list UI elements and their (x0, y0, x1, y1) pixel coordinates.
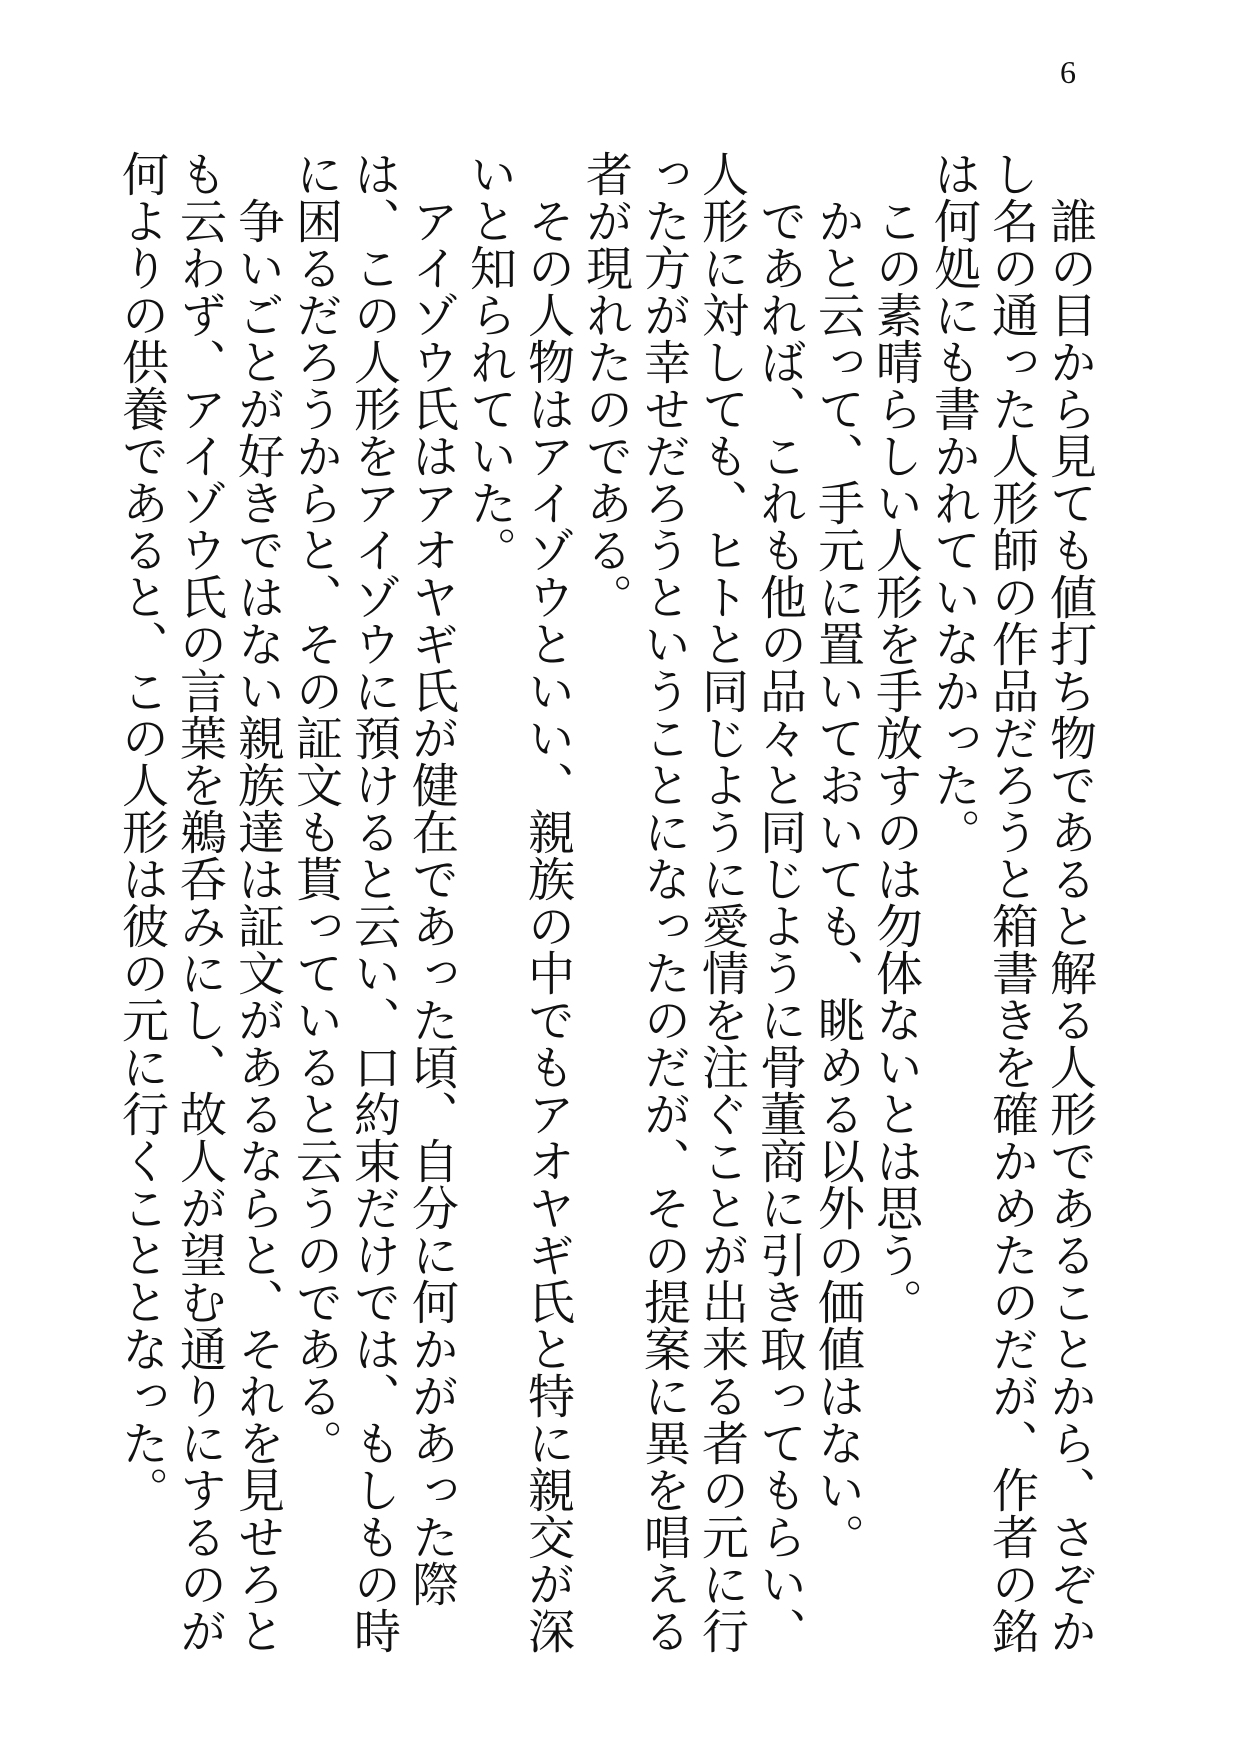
page-number: 6 (1060, 54, 1076, 90)
paragraph: であれば、これも他の品々と同じように骨董商に引き取ってもらい、人形に対しても、ヒトと同じように愛情を注ぐことが出来る者の元に行った方が幸せだろうということになったのだが、その提案に異を唱える者が現れたのである。 (578, 150, 807, 1654)
paragraph: その人物はアイゾウといい、親族の中でもアオヤギ氏と特に親交が深いと知られていた。 (462, 150, 575, 1654)
paragraph: 争いごとが好きではない親族達は証文があるならと、それを見せろとも云わず、アイゾウ氏の言葉を鵜呑みにし、故人が望む通りにするのが何よりの供養であると、この人形は彼の元に行くこととなった。 (114, 150, 285, 1654)
paragraph: かと云って、手元に置いておいても、眺める以外の価値はない。 (810, 150, 865, 1560)
paragraph: 誰の目から見ても値打ち物であると解る人形であることから、さぞかし名の通った人形師の作品だろうと箱書きを確かめたのだが、作者の銘は何処にも書かれていなかった。 (926, 150, 1097, 1654)
paragraph: この素晴らしい人形を手放すのは勿体ないとは思う。 (868, 150, 923, 1325)
paragraph: アイゾウ氏はアオヤギ氏が健在であった頃、自分に何かがあった際は、この人形をアイゾウに預けると云い、口約束だけでは、もしもの時に困るだろうからと、その証文も貰っていると云うのである。 (288, 150, 459, 1654)
body-text (114, 150, 1098, 1670)
